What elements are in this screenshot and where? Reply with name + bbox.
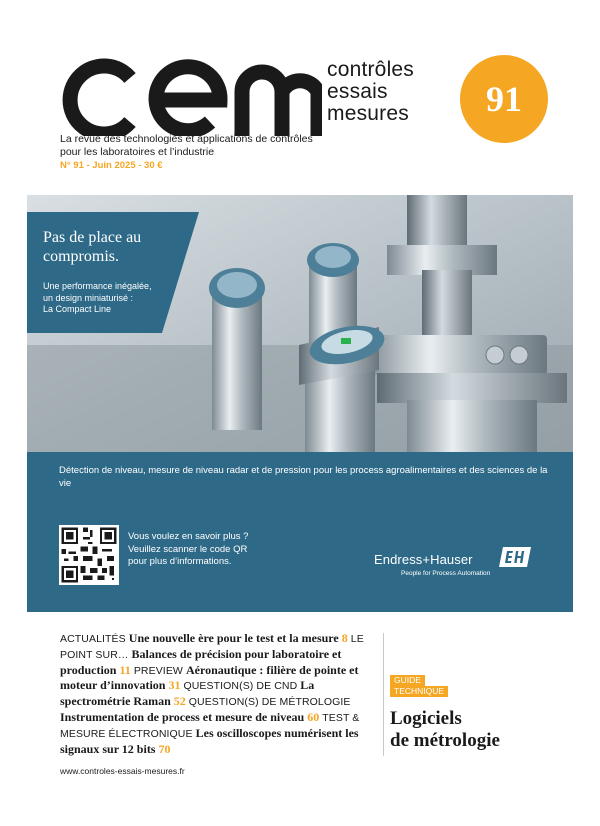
qr-instructions: [128, 531, 298, 569]
toc-category: PREVIEW: [133, 664, 186, 677]
toc-title[interactable]: Instrumentation de process et mesure de niveau: [60, 709, 308, 724]
logo-word-mesures: mesures: [327, 102, 409, 125]
ad-description: Détection de niveau, mesure de niveau radar et de pression pour les process agroalimentaires et des sciences de la vie: [59, 465, 548, 489]
qr-text-line: Veuillez scanner le code QR: [128, 543, 248, 555]
qr-text-line: pour plus d’informations.: [128, 556, 232, 567]
toc-title[interactable]: La spectrométrie Raman: [60, 678, 315, 709]
ad-headline: Pas de place au compromis.: [43, 229, 142, 265]
logo-letter-c: [70, 66, 130, 134]
advertisement[interactable]: [27, 195, 573, 612]
qr-code[interactable]: [59, 525, 119, 585]
logo-letter-e: [156, 67, 220, 131]
ad-subtext-line: un design miniaturisé :: [43, 292, 134, 303]
logo-words: [327, 59, 414, 125]
toc-title[interactable]: Balances de précision pour laboratoire et production: [60, 646, 342, 677]
issue-meta: N° 91 - Juin 2025 - 30 €: [60, 160, 163, 171]
guide-title-line: Logiciels: [390, 708, 462, 729]
toc-category: LE POINT SUR…: [60, 633, 364, 661]
brand-slogan: People for Process Automation: [401, 570, 491, 577]
endress-hauser-logo: [499, 547, 531, 567]
toc-page: 52: [173, 694, 189, 709]
toc-category: QUESTION(S) DE MÉTROLOGIE: [188, 696, 351, 709]
toc-title[interactable]: Une nouvelle ère pour le test et la mesure: [128, 631, 342, 645]
tagline: La revue des technologies et applications de contrôles pour les laboratoires et l’industrie: [60, 133, 313, 158]
guide-tag: [390, 675, 448, 697]
toc-page: 60: [307, 709, 323, 724]
toc-title[interactable]: Aéronautique : filière de pointe et moteur d’innovation: [60, 662, 359, 693]
qr-text-line: Vous voulez en savoir plus ?: [128, 531, 249, 542]
guide-title[interactable]: [390, 708, 500, 752]
logo-word-essais: essais: [327, 80, 388, 103]
toc-title[interactable]: Les oscilloscopes numérisent les signaux sur 12 bits: [60, 725, 359, 756]
toc-page: 70: [158, 741, 171, 756]
brand-name: Endress+Hauser: [374, 552, 473, 567]
ad-subtext-line: Une performance inégalée,: [43, 281, 152, 291]
guide-title-line: de métrologie: [390, 730, 500, 751]
ad-subtext-line: La Compact Line: [43, 304, 112, 314]
issue-number-badge: 91: [460, 55, 548, 143]
guide-tag-line: GUIDE: [390, 675, 425, 686]
toc-page: 11: [119, 662, 134, 677]
ad-subtext: [43, 281, 203, 316]
toc-category: TEST & MESURE ÉLECTRONIQUE: [60, 711, 360, 740]
column-divider: [383, 633, 384, 756]
toc-category: ACTUALITÉS: [60, 633, 129, 645]
table-of-contents: [60, 631, 378, 757]
toc-page: 31: [168, 678, 184, 693]
cem-logo: [60, 56, 322, 136]
logo-word-controles: contrôles: [327, 58, 415, 81]
logo-letter-m: [242, 72, 318, 136]
toc-page: 8: [341, 631, 351, 645]
guide-tag-line: TECHNIQUE: [390, 686, 448, 697]
website-url[interactable]: www.controles-essais-mesures.fr: [60, 766, 185, 776]
toc-category: QUESTION(S) DE CND: [183, 680, 301, 693]
